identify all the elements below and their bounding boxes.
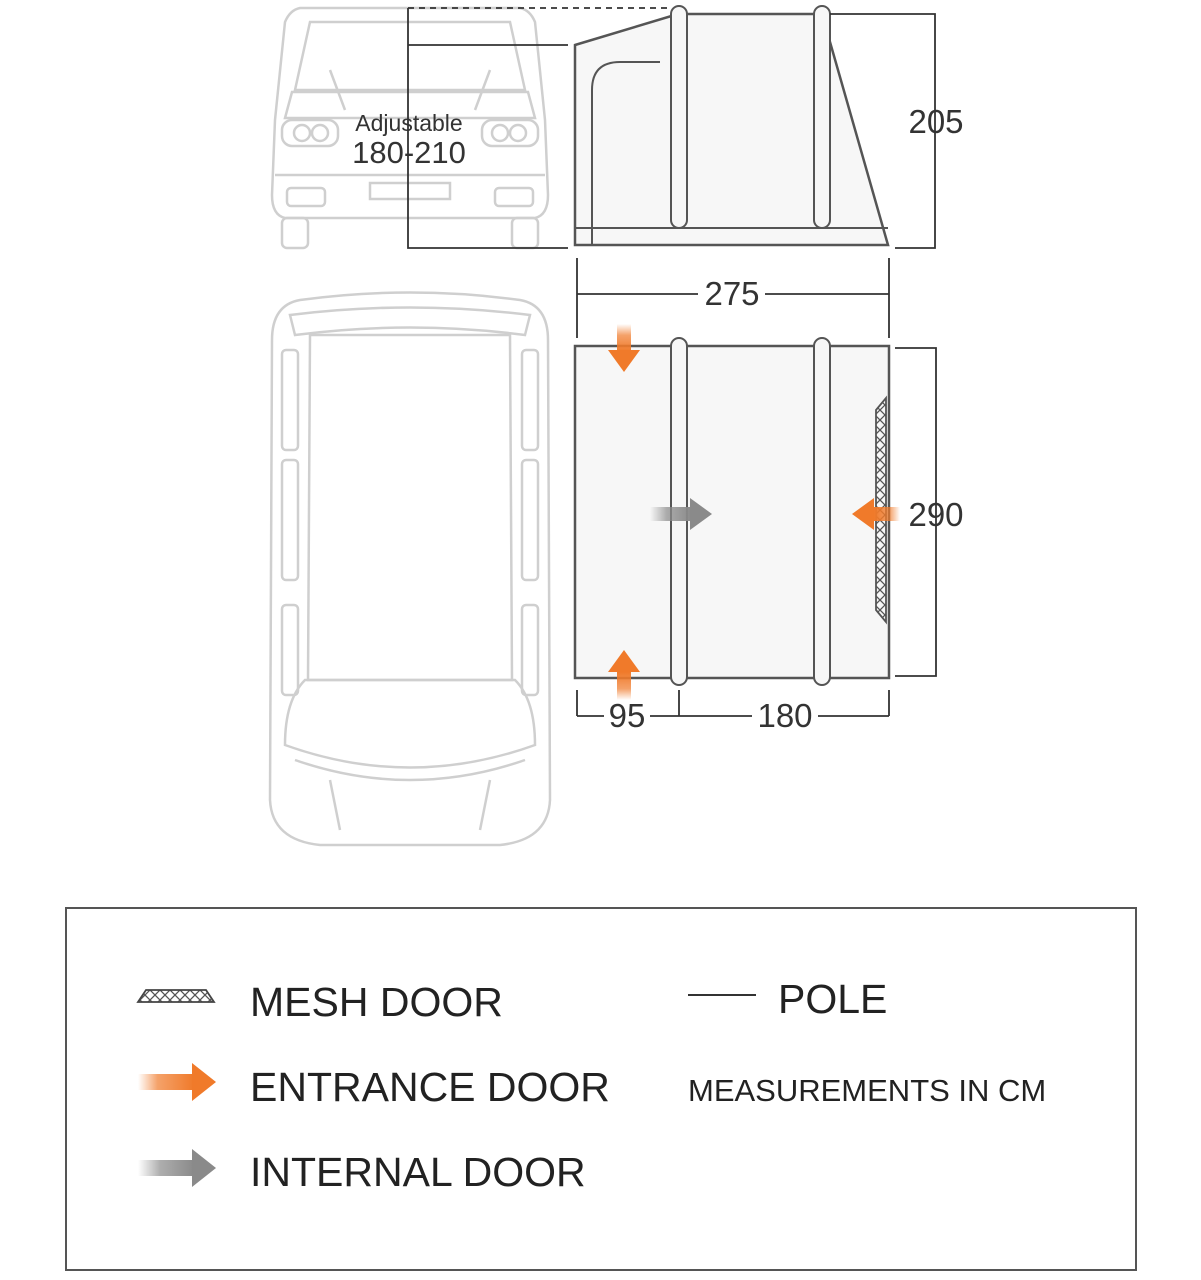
legend-mesh-door: MESH DOOR bbox=[250, 979, 503, 1025]
legend-box bbox=[66, 908, 1136, 1270]
legend-internal-door: INTERNAL DOOR bbox=[250, 1149, 586, 1195]
legend-entrance-door: ENTRANCE DOOR bbox=[250, 1064, 610, 1110]
height-dimension: 205 bbox=[908, 103, 964, 140]
legend-units: MEASUREMENTS IN CM bbox=[688, 1073, 1047, 1108]
plan-pole-2 bbox=[814, 338, 830, 685]
awning-top-view bbox=[575, 338, 889, 685]
adjustable-label: Adjustable bbox=[355, 110, 463, 136]
awning-front-view bbox=[575, 6, 888, 245]
depth-dimension: 290 bbox=[908, 496, 964, 533]
mesh-door-icon bbox=[138, 990, 214, 1002]
width-dimension: 275 bbox=[704, 275, 760, 312]
front-section-dimension: 95 bbox=[608, 697, 646, 734]
front-pole-1 bbox=[671, 6, 687, 228]
legend-pole: POLE bbox=[778, 976, 888, 1022]
vehicle-top-view bbox=[270, 293, 550, 846]
front-pole-2 bbox=[814, 6, 830, 228]
rear-section-dimension: 180 bbox=[757, 697, 813, 734]
adjustable-range-label: 180-210 bbox=[352, 135, 466, 170]
